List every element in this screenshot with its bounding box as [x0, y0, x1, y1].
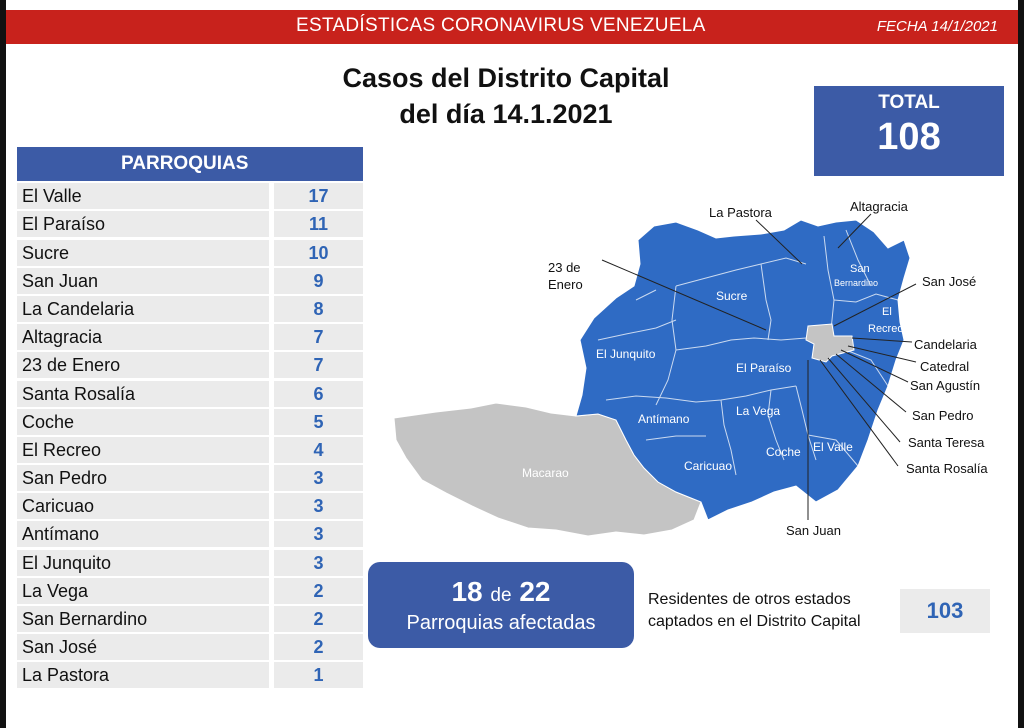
parroquia-count: 6 [274, 381, 363, 407]
parroquia-name: El Paraíso [17, 211, 269, 237]
parroquia-name: Santa Rosalía [17, 381, 269, 407]
parroquia-row [17, 296, 363, 322]
total-box [814, 86, 1004, 176]
parroquia-name: 23 de Enero [17, 352, 269, 378]
parroquia-row [17, 211, 363, 237]
total-label: TOTAL [878, 92, 940, 113]
parroquia-count: 11 [274, 211, 363, 237]
page-title [256, 60, 756, 132]
parroquia-count: 7 [274, 324, 363, 350]
parroquia-name: San Juan [17, 268, 269, 294]
parroquia-count: 2 [274, 606, 363, 632]
parroquia-count: 8 [274, 296, 363, 322]
parroquia-row [17, 437, 363, 463]
affected-count: 18 [451, 576, 483, 607]
parroquia-name: Altagracia [17, 324, 269, 350]
infographic-page [6, 0, 1018, 728]
map-label-la-vega: La Vega [736, 404, 781, 418]
page-title-line1: Casos del Distrito Capital [342, 63, 670, 93]
parroquia-name: El Junquito [17, 550, 269, 576]
affected-count-line [368, 576, 634, 608]
map-callout-23-de-enero-2: Enero [548, 277, 583, 292]
parroquia-name: San José [17, 634, 269, 660]
residents-line1: Residentes de otros estados [648, 591, 851, 608]
affected-label: Parroquias afectadas [406, 612, 596, 634]
map-label-coche: Coche [766, 445, 801, 459]
map-label-san-bernardino-2: Bernardino [834, 278, 879, 288]
parroquia-name: La Vega [17, 578, 269, 604]
parroquia-name: San Pedro [17, 465, 269, 491]
residents-text [644, 589, 903, 635]
parroquia-row [17, 381, 363, 407]
parroquia-row [17, 240, 363, 266]
parroquia-row [17, 521, 363, 547]
map-callout-la-pastora: La Pastora [709, 205, 772, 220]
map-label-antimano: Antímano [638, 412, 690, 426]
map-label-el-recreo-2: Recreo [868, 323, 904, 335]
map-dashed-border [562, 336, 581, 416]
affected-total: 22 [519, 576, 551, 607]
parroquia-row [17, 352, 363, 378]
parroquia-count: 1 [274, 662, 363, 688]
map-label-el-valle: El Valle [813, 440, 853, 454]
map-callout-santa-rosalia: Santa Rosalía [906, 461, 988, 476]
map-label-el-recreo-1: El [882, 306, 892, 318]
parroquia-row [17, 606, 363, 632]
header-date: FECHA 14/1/2021 [876, 18, 998, 35]
parroquia-count: 9 [274, 268, 363, 294]
parroquia-name: La Pastora [17, 662, 269, 688]
parroquia-name: Caricuao [17, 493, 269, 519]
affected-of-word: de [490, 585, 512, 606]
affected-box [368, 562, 634, 648]
parroquia-count: 17 [274, 183, 363, 209]
parroquias-header: PARROQUIAS [17, 147, 363, 181]
map-callout-candelaria: Candelaria [914, 337, 977, 352]
parroquias-table [17, 147, 363, 688]
residents-value: 103 [900, 589, 990, 633]
parroquia-name: Antímano [17, 521, 269, 547]
parroquia-row [17, 662, 363, 688]
parroquia-name: El Valle [17, 183, 269, 209]
map-callout-san-agustin: San Agustín [910, 378, 981, 393]
parroquia-count: 2 [274, 578, 363, 604]
parroquia-row [17, 183, 363, 209]
map-label-el-paraiso: El Paraíso [736, 361, 792, 375]
map-label-el-junquito: El Junquito [596, 347, 656, 361]
parroquia-name: San Bernardino [17, 606, 269, 632]
parroquia-name: Coche [17, 409, 269, 435]
header-title: ESTADÍSTICAS CORONAVIRUS VENEZUELA [296, 15, 706, 36]
map-callout-altagracia: Altagracia [850, 199, 908, 214]
parroquia-row [17, 465, 363, 491]
parroquias-rows [17, 183, 363, 688]
parroquia-count: 4 [274, 437, 363, 463]
parroquia-row [17, 550, 363, 576]
map-label-macarao: Macarao [522, 466, 569, 480]
map-label-sucre: Sucre [716, 289, 748, 303]
header-bar [6, 10, 1018, 44]
map-label-san-bernardino-1: San [850, 263, 870, 275]
parroquia-count: 2 [274, 634, 363, 660]
parroquia-name: Sucre [17, 240, 269, 266]
parroquia-name: La Candelaria [17, 296, 269, 322]
parroquia-count: 5 [274, 409, 363, 435]
map-callout-san-jose: San José [922, 274, 977, 289]
district-map [376, 190, 988, 540]
parroquia-row [17, 324, 363, 350]
parroquia-row [17, 634, 363, 660]
parroquia-row [17, 409, 363, 435]
total-value: 108 [877, 116, 941, 158]
page-title-line2: del día 14.1.2021 [399, 99, 613, 129]
parroquia-row [17, 268, 363, 294]
map-callout-santa-teresa: Santa Teresa [908, 435, 985, 450]
parroquia-name: El Recreo [17, 437, 269, 463]
map-callout-23-de-enero-1: 23 de [548, 260, 581, 275]
parroquia-count: 3 [274, 493, 363, 519]
parroquia-row [17, 578, 363, 604]
residents-line2: captados en el Distrito Capital [648, 613, 861, 630]
map-callout-san-pedro: San Pedro [912, 408, 974, 423]
parroquia-count: 3 [274, 521, 363, 547]
parroquia-count: 3 [274, 550, 363, 576]
map-callout-san-juan: San Juan [786, 523, 841, 538]
parroquia-count: 10 [274, 240, 363, 266]
map-label-caricuao: Caricuao [684, 459, 733, 473]
parroquia-row [17, 493, 363, 519]
map-callout-catedral: Catedral [920, 359, 970, 374]
parroquia-count: 7 [274, 352, 363, 378]
parroquia-count: 3 [274, 465, 363, 491]
